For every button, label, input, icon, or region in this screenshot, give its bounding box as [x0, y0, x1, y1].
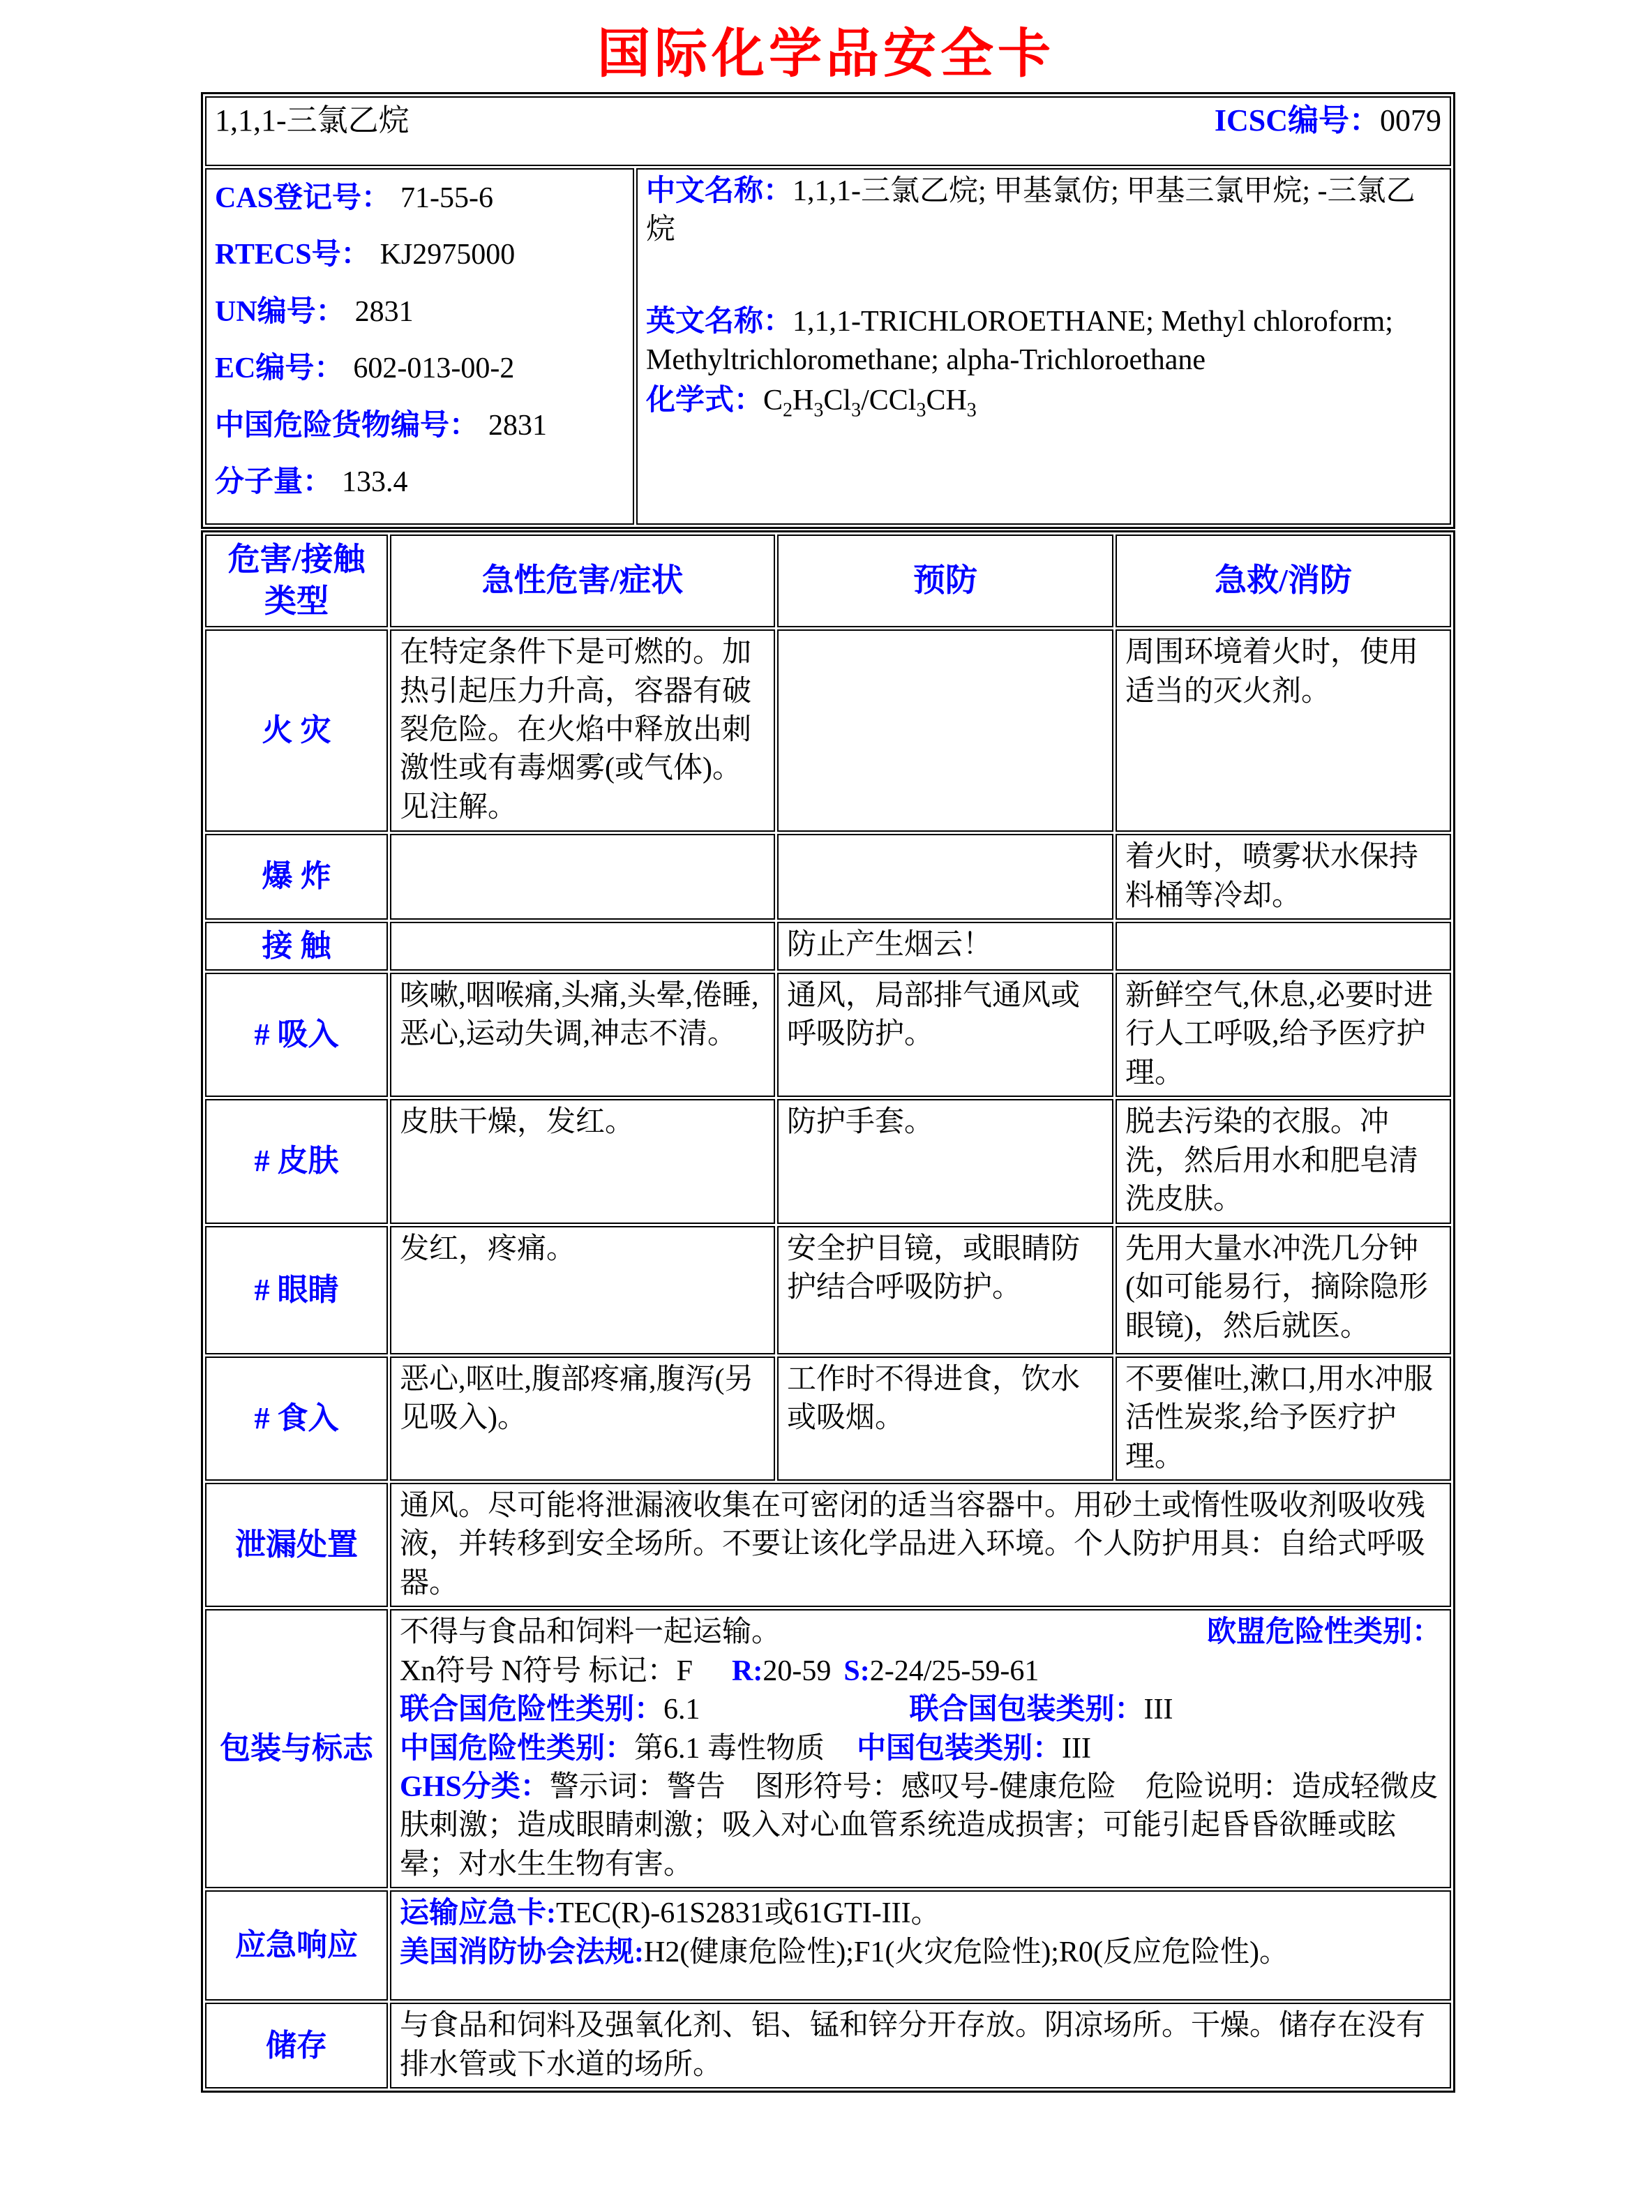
- id-cn-dg: [215, 407, 624, 445]
- id-cn-dg-value: 2831: [488, 409, 548, 442]
- row-spill-label: 泄漏处置: [205, 1483, 388, 1607]
- row-ingestion-symptoms: 恶心,呕吐,腹部疼痛,腹泻(另见吸入)。: [390, 1357, 775, 1481]
- english-names: [646, 303, 1441, 380]
- row-packaging-content: [390, 1609, 1451, 1888]
- row-explosion-firstaid: 着火时，喷雾状水保持料桶等冷却。: [1116, 834, 1451, 920]
- hazard-table-header: [205, 535, 1451, 627]
- identifiers-cell: [205, 168, 634, 525]
- icsc-number-field: [1215, 100, 1441, 141]
- row-inhalation-label: # 吸入: [205, 973, 388, 1097]
- row-explosion-symptoms: [390, 834, 775, 920]
- tec-value: TEC(R)-61S2831或61GTI-III。: [556, 1897, 940, 1930]
- id-rtecs-value: KJ2975000: [380, 239, 516, 271]
- chinese-names: [646, 172, 1441, 250]
- id-rtecs-label: RTECS号：: [215, 239, 370, 271]
- id-rtecs: [215, 236, 624, 274]
- col-header-symptoms: 急性危害/症状: [390, 535, 775, 627]
- id-molweight-value: 133.4: [342, 466, 408, 499]
- row-explosion-label: 爆 炸: [205, 834, 388, 920]
- row-skin-symptoms: 皮肤干燥，发红。: [390, 1099, 775, 1223]
- un-class-label: 联合国危险性类别：: [400, 1694, 664, 1726]
- row-emergency-content: [390, 1890, 1451, 2001]
- formula-line: [646, 382, 1441, 424]
- card-container: [201, 92, 1455, 2093]
- row-eyes-prevention: 安全护目镜，或眼睛防护结合呼吸防护。: [777, 1226, 1113, 1354]
- cn-class-value: 第6.1 毒性物质: [634, 1732, 825, 1765]
- row-contact: [205, 922, 1451, 971]
- row-skin-label: # 皮肤: [205, 1099, 388, 1223]
- row-contact-symptoms: [390, 922, 775, 971]
- cn-packgroup-label: 中国包装类别：: [857, 1732, 1062, 1765]
- s-phrase-label: S:: [843, 1654, 870, 1687]
- r-phrase-value: 20-59: [763, 1654, 832, 1687]
- row-ingestion-prevention: 工作时不得进食，饮水或吸烟。: [777, 1357, 1113, 1481]
- hazard-table: [201, 530, 1455, 2093]
- row-spill-text: 通风。尽可能将泄漏液收集在可密闭的适当容器中。用砂土或惰性吸收剂吸收残液，并转移到安全场所。不要让该化学品进入环境。个人防护用具：自给式呼吸器。: [390, 1483, 1451, 1607]
- r-phrase-label: R:: [732, 1654, 763, 1687]
- row-ingestion-firstaid: 不要催吐,漱口,用水冲服活性炭浆,给予医疗护理。: [1116, 1357, 1451, 1481]
- row-explosion-prevention: [777, 834, 1113, 920]
- names-cell: [636, 168, 1451, 525]
- packaging-line3: [400, 1691, 1441, 1729]
- id-molweight-label: 分子量：: [215, 466, 333, 499]
- col-header-type-line2: 类型: [264, 583, 329, 620]
- col-header-prevention: 预防: [777, 535, 1113, 627]
- row-contact-firstaid: [1116, 922, 1451, 971]
- chemical-name: 1,1,1-三氯乙烷: [215, 103, 410, 137]
- row-eyes: [205, 1226, 1451, 1354]
- row-emergency-label: 应急响应: [205, 1890, 388, 2001]
- row-storage-label: 储存: [205, 2003, 388, 2088]
- row-ingestion: [205, 1357, 1451, 1481]
- id-ec-label: EC编号：: [215, 352, 344, 385]
- nfpa-label: 美国消防协会法规:: [400, 1936, 644, 1968]
- row-inhalation-firstaid: 新鲜空气,休息,必要时进行人工呼吸,给予医疗护理。: [1116, 973, 1451, 1097]
- row-inhalation: [205, 973, 1451, 1097]
- col-header-type-line1: 危害/接触: [227, 541, 366, 577]
- cn-class-label: 中国危险性类别：: [400, 1732, 635, 1765]
- row-storage: [205, 2003, 1451, 2088]
- row-skin-firstaid: 脱去污染的衣服。冲洗，然后用水和肥皂清洗皮肤。: [1116, 1099, 1451, 1223]
- emergency-tec-line: [400, 1895, 1441, 1933]
- identity-table: [201, 92, 1455, 529]
- un-packgroup-value: III: [1143, 1694, 1173, 1726]
- formula-label: 化学式：: [646, 384, 764, 417]
- row-fire: [205, 629, 1451, 832]
- row-eyes-label: # 眼睛: [205, 1226, 388, 1354]
- row-inhalation-prevention: 通风，局部排气通风或呼吸防护。: [777, 973, 1113, 1097]
- id-un-value: 2831: [354, 295, 414, 328]
- id-cas-label: CAS登记号：: [215, 182, 391, 214]
- id-un: [215, 293, 624, 331]
- col-header-type: [205, 535, 388, 627]
- id-ec-value: 602-013-00-2: [353, 352, 515, 385]
- row-contact-label: 接 触: [205, 922, 388, 971]
- un-class-value: 6.1: [663, 1694, 700, 1726]
- id-cas-value: 71-55-6: [400, 182, 494, 214]
- formula-value: $C_2H_3Cl_3/CCl_3CH_3$: [763, 384, 977, 421]
- row-packaging: [205, 1609, 1451, 1888]
- icsc-number: 0079: [1380, 103, 1441, 137]
- row-skin: [205, 1099, 1451, 1223]
- row-emergency: [205, 1890, 1451, 2001]
- row-fire-prevention: [777, 629, 1113, 832]
- col-header-firstaid: 急救/消防: [1116, 535, 1451, 627]
- row-spill: [205, 1483, 1451, 1607]
- packaging-line1: [400, 1613, 1441, 1652]
- row-storage-text: 与食品和饲料及强氧化剂、铝、锰和锌分开存放。阴凉场所。干燥。储存在没有排水管或下水道的场所。: [390, 2003, 1451, 2088]
- packaging-ghs: [400, 1768, 1441, 1884]
- packaging-line2: [400, 1652, 1441, 1691]
- ghs-label: GHS分类：: [400, 1771, 550, 1804]
- emergency-nfpa-line: [400, 1934, 1441, 1972]
- ghs-text: 警示词：警告 图形符号：感叹号-健康危险 危险说明：造成轻微皮肤刺激；造成眼睛刺激；吸入对心血管系统造成损害；可能引起昏昏欲睡或眩晕；对水生生物有害。: [400, 1771, 1439, 1881]
- nfpa-value: H2(健康危险性);F1(火灾危险性);R0(反应危险性)。: [644, 1936, 1289, 1968]
- page-title: 国际化学品安全卡: [597, 25, 1055, 84]
- id-molweight: [215, 463, 624, 502]
- row-skin-prevention: 防护手套。: [777, 1099, 1113, 1223]
- chinese-names-label: 中文名称：: [646, 175, 793, 207]
- packaging-line4: [400, 1730, 1441, 1768]
- eu-symbols: Xn符号 N符号 标记：F: [400, 1654, 693, 1687]
- row-eyes-symptoms: 发红，疼痛。: [390, 1226, 775, 1354]
- id-un-label: UN编号：: [215, 295, 345, 328]
- row-eyes-firstaid: 先用大量水冲洗几分钟(如可能易行，摘除隐形眼镜)，然后就医。: [1116, 1226, 1451, 1354]
- packaging-transport-note: 不得与食品和饲料一起运输。: [400, 1616, 781, 1649]
- row-fire-symptoms: 在特定条件下是可燃的。加热引起压力升高，容器有破裂危险。在火焰中释放出刺激性或有毒烟雾(或气体)。见注解。: [390, 629, 775, 832]
- un-packgroup-label: 联合国包装类别：: [909, 1694, 1144, 1726]
- row-fire-label: 火 灾: [205, 629, 388, 832]
- english-names-label: 英文名称：: [646, 305, 793, 338]
- eu-class-label: 欧盟危险性类别：: [1206, 1616, 1441, 1649]
- row-inhalation-symptoms: 咳嗽,咽喉痛,头痛,头晕,倦睡,恶心,运动失调,神志不清。: [390, 973, 775, 1097]
- english-names-value: 1,1,1-TRICHLOROETHANE; Methyl chloroform; Methyltrichloromethane; alpha-Trichloroethane: [646, 305, 1393, 377]
- row-packaging-label: 包装与标志: [205, 1609, 388, 1888]
- row-ingestion-label: # 食入: [205, 1357, 388, 1481]
- icsc-label: ICSC编号：: [1214, 103, 1380, 137]
- row-explosion: [205, 834, 1451, 920]
- header-row-cell: [205, 96, 1451, 166]
- tec-label: 运输应急卡:: [400, 1897, 556, 1930]
- chinese-names-value: 1,1,1-三氯乙烷; 甲基氯仿; 甲基三氯甲烷; -三氯乙烷: [646, 175, 1416, 246]
- cn-packgroup-value: III: [1062, 1732, 1092, 1765]
- id-ec: [215, 350, 624, 388]
- s-phrase-value: 2-24/25-59-61: [869, 1654, 1039, 1687]
- row-fire-firstaid: 周围环境着火时，使用适当的灭火剂。: [1116, 629, 1451, 832]
- id-cn-dg-label: 中国危险货物编号：: [215, 409, 479, 442]
- id-cas: [215, 179, 624, 218]
- row-contact-prevention: 防止产生烟云！: [777, 922, 1113, 971]
